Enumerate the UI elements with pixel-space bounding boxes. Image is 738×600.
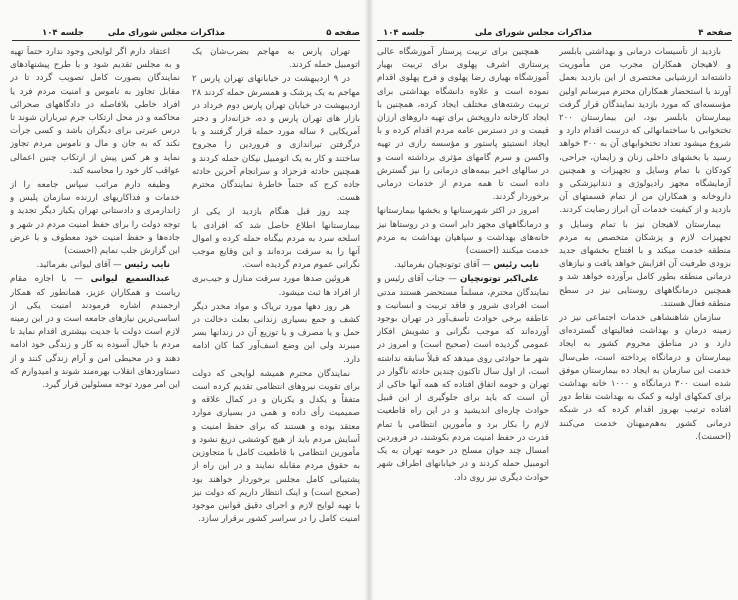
- session-number: جلسه ۱۰۴: [383, 28, 425, 38]
- paragraph: [10, 46, 180, 178]
- paragraph-text: چند روز قبل هنگام بازدید از یکی از بیمارستانها اطلاع حاصل شد که افرادی با اسلحه سرد به مردم بیگناه حمله کرده و اموال آنها را به سرقت برده‌اند و این وقایع موجب نگرانی عموم مردم گردیده است.: [192, 207, 360, 271]
- paragraph-text: اعتقاد دارم اگر لوایحی وجود ندارد حتماً تهیه و به مجلس تقدیم شود و با طرح پیشنهادهای نمایندگان بصورت کامل تصویب گردد تا در مقابل تجاوز به ناموس و امنیت مردم فرد یا افراد خاطی بلافاصله در دادگاههای صحرائی محاکمه و در محل ارتکاب جرم تیرباران شوند تا درس عبرتی برای دیگران باشد و کسی جرأت نکند که به جان و مال و ناموس مردم تجاوز نماید و هر کس پیش از ارتکاب چنین اعمالی عواقب کار خود را محاسبه کند.: [10, 47, 180, 176]
- paragraph: [377, 205, 549, 258]
- paragraph-text: نمایندگان محترم همیشه لوایحی که دولت برای تقویت نیروهای انتظامی تقدیم کرده است متفقاً و یکدل و یکزبان و در کمال علاقه و صمیمیت رأی داده و همی در بسیاری موارد معتقد بوده و هستند که برای حفظ امنیت و آسایش مردم باید از هیچ کوششی دریغ نشود و مأمورین انتظامی با قاطعیت کامل با متجاوزین به حقوق مردم مقابله نمایند و در این راه از پشتیبانی کامل مجلس برخوردار خواهند بود (صحیح است) و اینک انتظار داریم که دولت نیز با تهیه لوایح لازم و اجرای دقیق قوانین موجود امنیت کامل را در سراسر کشور برقرار سازد.: [192, 368, 360, 525]
- publication-title: مذاکرات مجلس شورای ملی: [474, 28, 592, 38]
- paragraph: [192, 206, 360, 272]
- paragraph-text: بیمارستان لاهیجان نیز با تمام وسایل و تجهیزات لازم و پزشکان متخصص به مردم منطقه خدمت میکند و با افتتاح بخشهای جدید بزودی ظرفیت آن افزایش خواهد یافت و نیازهای درمانی منطقه بطور کامل برآورده خواهد شد و همچنین درمانگاههای روستایی نیز در سطح منطقه فعال هستند.: [559, 219, 731, 309]
- session-number: جلسه ۱۰۴: [42, 28, 84, 38]
- paragraph-text: — آقای لیوانی بفرمائید.: [36, 260, 125, 271]
- paragraph: [559, 312, 731, 444]
- page-number: صفحه ۵: [326, 28, 360, 38]
- paragraph: [192, 46, 360, 72]
- text-column: [10, 46, 180, 578]
- paragraph-text: همچنین برای تربیت پرستار آموزشگاه عالی پرستاری اشرف پهلوی برای تربیت بهیار آموزشگاه بهیاری رضا پهلوی و فرح پهلوی اقدام نموده است و علاوه دانشگاه بهداشتی برای تربیت رشته‌های مختلف ایجاد کرده، همچنین با ایجاد کارخانه داروپخش برای تهیه داروهای ارزان قیمت و در دسترس عامه مردم اقدام کرده و با ایجاد انستیتو پاستور و مؤسسه رازی در تهیه واکسن و سرم گامهای مؤثری برداشته است و در سالهای اخیر بیمه‌های درمانی را نیز گسترش داده است تا همه مردم از خدمات درمانی برخوردار گردند.: [377, 47, 549, 203]
- paragraph-text: وظیفه دارم مراتب سپاس جامعه را از خدمات و فداکاریهای ارزنده سازمان پلیس و ژاندارمری و دادستانی تهران یکبار دیگر تجدید و توجه دولت را برای حفظ امنیت مردم در شهر و جاده‌ها و حفظ امنیت خود معطوف و با عرض این گزارش جلب نمایم (احسنت): [10, 180, 180, 257]
- paragraph-text: — آقای توتونچیان بفرمائید.: [393, 260, 494, 271]
- paragraph: [377, 46, 549, 204]
- paragraph-text: در ۹ اردیبهشت در خیابانهای تهران پارس ۲ مهاجم به یک پزشک و همسرش حمله کردند ۲۸ اردیبهشت در خیابان تهران پارس دوم خرداد در بازار های تهران پارس و ده، خزانه‌دار و دختر آمریکایی ۶ ساله مورد حمله قرار گرفتند و با درگرفتن تیراندازی و فروردین را مجروح ساختند و کار به یک اتومبیل نیکان حمله کردند و همچنین حادثه فرحزاد و سرانجام آخرین حادثه جاده کرج که حتماً خاطرهٔ نمایندگان محترم هست.: [192, 74, 360, 204]
- right-page-header: [377, 28, 732, 41]
- publication-title: مذاکرات مجلس شورای ملی: [107, 28, 225, 38]
- paragraph-text: — جناب آقای رئیس و نمایندگان محترم، مسلماً مستحضر هستند مدتی است افرادی شرور و فاقد تربیت و انسانیت و عاطفه برخی حوادث تأسف‌آور در تهران بوجود آورده‌اند که موجب نگرانی و تشویش افکار عمومی گردیده است (صحیح است) و امروز در شهر ما حوادثی روی میدهد که قبلاً سابقه نداشته است، از اول سال تاکنون چندین حادثه ناگوار در تهران و حومه اتفاق افتاده که همه آنها حاکی از آن است که باید برای جلوگیری از این قبیل حوادث چاره‌ای اندیشید و در این راه قاطعیت لازم را بکار برد و مأمورین انتظامی با تمام قدرت در حفظ امنیت مردم بکوشند، در فروردین امسال چند جوان مسلح در حومه تهران به یک اتومبیل حمله کردند و در خیابانهای اطراف شهر حوادث دیگری نیز روی داد.: [377, 274, 549, 483]
- left-page-header: [12, 28, 360, 41]
- speaker-name: نایب رئیس: [493, 260, 539, 271]
- speech-paragraph: [377, 273, 549, 484]
- right-page: [369, 0, 738, 600]
- paragraph: [559, 219, 731, 311]
- paragraph: [192, 273, 360, 299]
- speaker-name: نایب رئیس: [124, 260, 170, 271]
- paragraph-text: هر روز دهها مورد تریاک و مواد مخدر دیگر کشف و جمع بسیاری زندانی بعلت دخالت در حمل و یا مصرف و یا توزیع آن در زندانها بسر میبرند ولی این وضع اسف‌آور کما کان ادامه دارد.: [192, 301, 360, 365]
- paragraph-text: هروئین صدها مورد سرقت منازل و جیب‌بری از افراد ها ثبت میشود.: [192, 274, 360, 298]
- paragraph-text: تهران پارس به مهاجم بضرب‌شان یک اتومبیل حمله کردند.: [192, 47, 360, 71]
- paragraph: [192, 301, 360, 367]
- text-column: [559, 46, 731, 558]
- paragraph-text: امروز در اکثر شهرستانها و بخشها بیمارستانها و درمانگاههای مجهز دایر است و در روستاها نیز خانه‌های بهداشت و سپاهیان بهداشت به مردم خدمت میکنند (احسنت): [377, 206, 549, 257]
- text-column: [192, 46, 360, 578]
- paragraph: [559, 46, 731, 218]
- speaker-name: علی‌اکبر توتونچیان: [460, 274, 539, 285]
- speech-paragraph: [10, 273, 180, 392]
- paragraph-text: بازدید از تأسیسات درمانی و بهداشتی بابلسر و لاهیجان همکاران مجرب من مأموریت داشته‌اند ارزشیابی مختصری از این بازدید بعمل آورند با استحضار همکاران محترم میرسانم اولین مؤسسه‌ای که مورد بازدید نمایندگان قرار گرفت بیمارستان بابلسر بود، این بیمارستان ۲۰۰ تختخوابی با ساختمانهائی که درست اقدام دارد و شروع میشود تعداد تختخوابهای آن به ۳۰۰ خواهد رسید با بخشهای داخلی زنان و زایمان، جراحی، کودکان با تمام وسایل و تجهیزات و همچنین آزمایشگاه مجهز رادیولوژی و دندانپزشکی و داروخانه و همکاران من از تمام قسمتهای آن بازدید و از کیفیت خدمات آن ابراز رضایت کردند.: [559, 47, 731, 216]
- paragraph-text: — با اجازه مقام ریاست و همکاران عزیز، همانطور که همکار ارجمندم اشاره فرمودند امنیت یکی از اساسی‌ترین نیازهای جامعه است و در این زمینه لازم است دولت با جدیت بیشتری اقدام نماید تا مردم با خیال آسوده به کار و زندگی خود ادامه دهند و در محیطی امن و آرام زندگی کنند و از دستاوردهای انقلاب بهره‌مند شوند و امیدوارم که این امر مورد توجه مسئولین قرار گیرد.: [10, 274, 180, 391]
- paragraph: [192, 368, 360, 526]
- speaker-name: عبدالسمیع لیوانی: [90, 274, 170, 285]
- paragraph: [10, 179, 180, 258]
- page-number: صفحه ۴: [698, 28, 732, 38]
- paragraph-text: سازمان شاهنشاهی خدمات اجتماعی نیز در زمینه درمان و بهداشت فعالیتهای گسترده‌ای دارد و در مناطق محروم کشور به ایجاد بیمارستان و درمانگاه پرداخته است، طی‌سال خدمت این سازمان به ایجاد ده بیمارستان موفق شده است ۳۰۰ درمانگاه و ۱۰۰۰ خانه بهداشت برای کمکهای اولیه و کمک به بهداشت نقاط دور افتاده ترتیب بهروز اقدام کرده که در شبکه درمانی کشور به‌هم‌میهنان خدمت می‌کنند (احسنت).: [559, 313, 731, 442]
- text-column: [377, 46, 549, 578]
- speech-paragraph: [377, 259, 549, 272]
- speech-paragraph: [10, 259, 180, 272]
- paragraph: [192, 73, 360, 205]
- page-fold: [364, 0, 374, 600]
